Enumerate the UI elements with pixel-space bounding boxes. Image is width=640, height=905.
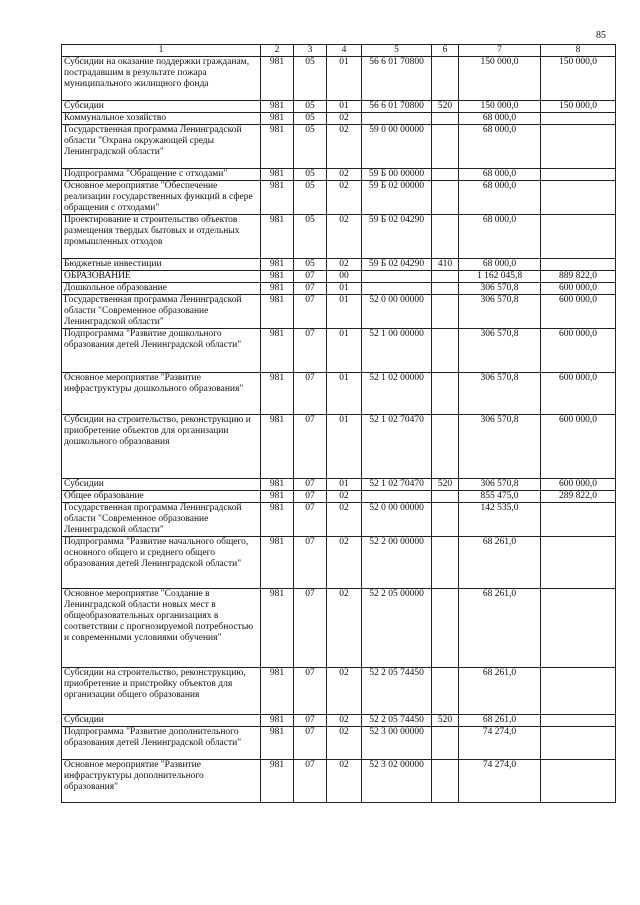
expense-type-cell: [432, 283, 459, 295]
row-name-cell: Государственная программа Ленинградской области "Охрана окружающей среды Ленинградской области": [62, 125, 261, 169]
section-code-cell: 07: [294, 295, 327, 329]
amount-2019-cell: 68 000,0: [459, 169, 541, 181]
section-code-cell: 05: [294, 215, 327, 259]
amount-2019-cell: 306 570,8: [459, 479, 541, 491]
kbk-code-cell: 981: [261, 259, 294, 271]
table-row: [62, 373, 616, 415]
amount-2019-cell: 306 570,8: [459, 415, 541, 479]
table-row: [62, 215, 616, 259]
subsection-code-cell: 01: [327, 373, 362, 415]
amount-2019-cell: 150 000,0: [459, 101, 541, 113]
row-name-cell: Субсидии на оказание поддержки гражданам, пострадавшим в результате пожара муниципального жилищного фонда: [62, 57, 261, 101]
target-code-cell: 52 0 00 00000: [362, 295, 432, 329]
row-name-cell: Основное мероприятие "Создание в Ленинградской области новых мест в общеобразовательных организациях в соответствии с прогнозируемой потребностью и современными условиями обучения": [62, 589, 261, 668]
target-code-cell: 52 2 05 74450: [362, 715, 432, 727]
header-cell: 4: [327, 45, 362, 57]
target-code-cell: 59 Б 00 00000: [362, 169, 432, 181]
kbk-code-cell: 981: [261, 125, 294, 169]
table-header-row: [62, 45, 616, 57]
table-row: [62, 589, 616, 668]
expense-type-cell: [432, 329, 459, 373]
section-code-cell: 05: [294, 113, 327, 125]
target-code-cell: 59 Б 02 04290: [362, 259, 432, 271]
kbk-code-cell: 981: [261, 668, 294, 715]
kbk-code-cell: 981: [261, 181, 294, 215]
subsection-code-cell: 01: [327, 101, 362, 113]
table-row: [62, 329, 616, 373]
target-code-cell: 52 1 00 00000: [362, 329, 432, 373]
amount-2020-cell: [541, 259, 616, 271]
expense-type-cell: [432, 169, 459, 181]
target-code-cell: 52 1 02 70470: [362, 479, 432, 491]
amount-2019-cell: 74 274,0: [459, 727, 541, 760]
row-name-cell: Коммунальное хозяйство: [62, 113, 261, 125]
table-row: [62, 125, 616, 169]
target-code-cell: 52 0 00 00000: [362, 503, 432, 537]
kbk-code-cell: 981: [261, 215, 294, 259]
page-number: 85: [596, 30, 606, 41]
amount-2019-cell: 142 535,0: [459, 503, 541, 537]
subsection-code-cell: 02: [327, 589, 362, 668]
amount-2020-cell: [541, 503, 616, 537]
amount-2020-cell: [541, 715, 616, 727]
section-code-cell: 07: [294, 537, 327, 589]
row-name-cell: Подпрограмма "Развитие начального общего, основного общего и среднего общего образования детей Ленинградской области": [62, 537, 261, 589]
kbk-code-cell: 981: [261, 727, 294, 760]
row-name-cell: Подпрограмма "Развитие дополнительного образования детей Ленинградской области": [62, 727, 261, 760]
subsection-code-cell: 02: [327, 715, 362, 727]
budget-table: [61, 44, 616, 803]
expense-type-cell: [432, 589, 459, 668]
amount-2020-cell: 600 000,0: [541, 329, 616, 373]
subsection-code-cell: 01: [327, 479, 362, 491]
amount-2020-cell: 600 000,0: [541, 415, 616, 479]
target-code-cell: [362, 283, 432, 295]
subsection-code-cell: 02: [327, 125, 362, 169]
table-row: [62, 283, 616, 295]
section-code-cell: 05: [294, 259, 327, 271]
amount-2019-cell: 1 162 045,8: [459, 271, 541, 283]
table-row: [62, 479, 616, 491]
section-code-cell: 05: [294, 169, 327, 181]
amount-2019-cell: 150 000,0: [459, 57, 541, 101]
amount-2019-cell: 68 261,0: [459, 537, 541, 589]
kbk-code-cell: 981: [261, 760, 294, 803]
section-code-cell: 07: [294, 589, 327, 668]
row-name-cell: Субсидии: [62, 479, 261, 491]
subsection-code-cell: 01: [327, 295, 362, 329]
section-code-cell: 05: [294, 181, 327, 215]
header-cell: 5: [362, 45, 432, 57]
row-name-cell: Дошкольное образование: [62, 283, 261, 295]
row-name-cell: Общее образование: [62, 491, 261, 503]
expense-type-cell: [432, 415, 459, 479]
expense-type-cell: [432, 760, 459, 803]
table-row: [62, 181, 616, 215]
target-code-cell: 52 1 02 70470: [362, 415, 432, 479]
amount-2020-cell: 600 000,0: [541, 295, 616, 329]
kbk-code-cell: 981: [261, 329, 294, 373]
amount-2019-cell: 855 475,0: [459, 491, 541, 503]
table-row: [62, 415, 616, 479]
kbk-code-cell: 981: [261, 283, 294, 295]
subsection-code-cell: 02: [327, 113, 362, 125]
subsection-code-cell: 00: [327, 271, 362, 283]
expense-type-cell: 520: [432, 101, 459, 113]
expense-type-cell: [432, 57, 459, 101]
subsection-code-cell: 01: [327, 415, 362, 479]
subsection-code-cell: 02: [327, 727, 362, 760]
row-name-cell: Государственная программа Ленинградской области "Современное образование Ленинградской области": [62, 503, 261, 537]
expense-type-cell: [432, 113, 459, 125]
target-code-cell: 52 3 00 00000: [362, 727, 432, 760]
target-code-cell: [362, 491, 432, 503]
amount-2019-cell: 306 570,8: [459, 283, 541, 295]
row-name-cell: Подпрограмма "Развитие дошкольного образования детей Ленинградской области": [62, 329, 261, 373]
subsection-code-cell: 02: [327, 259, 362, 271]
subsection-code-cell: 01: [327, 283, 362, 295]
subsection-code-cell: 01: [327, 57, 362, 101]
section-code-cell: 07: [294, 373, 327, 415]
row-name-cell: Субсидии: [62, 715, 261, 727]
target-code-cell: 52 1 02 00000: [362, 373, 432, 415]
target-code-cell: 59 0 00 00000: [362, 125, 432, 169]
header-cell: 8: [541, 45, 616, 57]
expense-type-cell: [432, 125, 459, 169]
target-code-cell: [362, 113, 432, 125]
expense-type-cell: [432, 537, 459, 589]
section-code-cell: 07: [294, 479, 327, 491]
amount-2020-cell: [541, 537, 616, 589]
subsection-code-cell: 02: [327, 537, 362, 589]
expense-type-cell: 520: [432, 715, 459, 727]
row-name-cell: Подпрограмма "Обращение с отходами": [62, 169, 261, 181]
amount-2020-cell: 600 000,0: [541, 283, 616, 295]
header-cell: 3: [294, 45, 327, 57]
target-code-cell: 52 2 00 00000: [362, 537, 432, 589]
subsection-code-cell: 01: [327, 329, 362, 373]
amount-2019-cell: 68 261,0: [459, 589, 541, 668]
header-cell: 1: [62, 45, 261, 57]
expense-type-cell: [432, 271, 459, 283]
section-code-cell: 07: [294, 727, 327, 760]
table-row: [62, 113, 616, 125]
kbk-code-cell: 981: [261, 715, 294, 727]
section-code-cell: 07: [294, 668, 327, 715]
section-code-cell: 05: [294, 101, 327, 113]
amount-2020-cell: [541, 668, 616, 715]
amount-2020-cell: [541, 215, 616, 259]
kbk-code-cell: 981: [261, 503, 294, 537]
subsection-code-cell: 02: [327, 181, 362, 215]
row-name-cell: Проектирование и строительство объектов размещения твердых бытовых и отдельных промышленных отходов: [62, 215, 261, 259]
expense-type-cell: [432, 181, 459, 215]
amount-2020-cell: 150 000,0: [541, 57, 616, 101]
expense-type-cell: [432, 668, 459, 715]
target-code-cell: 56 6 01 70800: [362, 101, 432, 113]
table-row: [62, 727, 616, 760]
table-row: [62, 503, 616, 537]
amount-2019-cell: 74 274,0: [459, 760, 541, 803]
kbk-code-cell: 981: [261, 373, 294, 415]
amount-2020-cell: [541, 113, 616, 125]
target-code-cell: [362, 271, 432, 283]
kbk-code-cell: 981: [261, 101, 294, 113]
expense-type-cell: 410: [432, 259, 459, 271]
row-name-cell: Государственная программа Ленинградской области "Современное образование Ленинградской области": [62, 295, 261, 329]
section-code-cell: 07: [294, 491, 327, 503]
amount-2019-cell: 68 000,0: [459, 259, 541, 271]
kbk-code-cell: 981: [261, 113, 294, 125]
amount-2019-cell: 68 000,0: [459, 125, 541, 169]
expense-type-cell: [432, 727, 459, 760]
expense-type-cell: [432, 215, 459, 259]
section-code-cell: 07: [294, 715, 327, 727]
amount-2020-cell: 289 822,0: [541, 491, 616, 503]
target-code-cell: 52 2 05 74450: [362, 668, 432, 715]
target-code-cell: 56 6 01 70800: [362, 57, 432, 101]
header-cell: 6: [432, 45, 459, 57]
row-name-cell: Основное мероприятие "Обеспечение реализации государственных функций в сфере обращения с отходами": [62, 181, 261, 215]
amount-2020-cell: [541, 727, 616, 760]
subsection-code-cell: 02: [327, 491, 362, 503]
subsection-code-cell: 02: [327, 760, 362, 803]
row-name-cell: Основное мероприятие "Развитие инфраструктуры дополнительного образования": [62, 760, 261, 803]
amount-2019-cell: 68 000,0: [459, 181, 541, 215]
section-code-cell: 07: [294, 283, 327, 295]
row-name-cell: Субсидии на строительство, реконструкцию, приобретение и пристройку объектов для организации общего образования: [62, 668, 261, 715]
table-row: [62, 715, 616, 727]
table-row: [62, 295, 616, 329]
kbk-code-cell: 981: [261, 271, 294, 283]
section-code-cell: 07: [294, 329, 327, 373]
kbk-code-cell: 981: [261, 415, 294, 479]
amount-2019-cell: 68 261,0: [459, 715, 541, 727]
target-code-cell: 59 Б 02 00000: [362, 181, 432, 215]
expense-type-cell: [432, 503, 459, 537]
amount-2019-cell: 68 261,0: [459, 668, 541, 715]
header-cell: 7: [459, 45, 541, 57]
amount-2020-cell: [541, 760, 616, 803]
subsection-code-cell: 02: [327, 668, 362, 715]
amount-2019-cell: 306 570,8: [459, 373, 541, 415]
section-code-cell: 05: [294, 125, 327, 169]
kbk-code-cell: 981: [261, 537, 294, 589]
expense-type-cell: [432, 491, 459, 503]
section-code-cell: 07: [294, 271, 327, 283]
expense-type-cell: 520: [432, 479, 459, 491]
table-row: [62, 259, 616, 271]
amount-2020-cell: [541, 181, 616, 215]
row-name-cell: Субсидии: [62, 101, 261, 113]
amount-2020-cell: 889 822,0: [541, 271, 616, 283]
kbk-code-cell: 981: [261, 479, 294, 491]
kbk-code-cell: 981: [261, 169, 294, 181]
amount-2020-cell: [541, 589, 616, 668]
kbk-code-cell: 981: [261, 295, 294, 329]
header-cell: 2: [261, 45, 294, 57]
row-name-cell: Бюджетные инвестиции: [62, 259, 261, 271]
row-name-cell: Основное мероприятие "Развитие инфраструктуры дошкольного образования": [62, 373, 261, 415]
row-name-cell: ОБРАЗОВАНИЕ: [62, 271, 261, 283]
table-row: [62, 271, 616, 283]
amount-2020-cell: 600 000,0: [541, 373, 616, 415]
expense-type-cell: [432, 295, 459, 329]
target-code-cell: 52 2 05 00000: [362, 589, 432, 668]
subsection-code-cell: 02: [327, 169, 362, 181]
section-code-cell: 05: [294, 57, 327, 101]
amount-2020-cell: 150 000,0: [541, 101, 616, 113]
subsection-code-cell: 02: [327, 215, 362, 259]
expense-type-cell: [432, 373, 459, 415]
kbk-code-cell: 981: [261, 589, 294, 668]
amount-2020-cell: [541, 125, 616, 169]
amount-2019-cell: 68 000,0: [459, 113, 541, 125]
table-row: [62, 57, 616, 101]
row-name-cell: Субсидии на строительство, реконструкцию и приобретение объектов для организации дошкольного образования: [62, 415, 261, 479]
amount-2020-cell: [541, 169, 616, 181]
amount-2019-cell: 68 000,0: [459, 215, 541, 259]
section-code-cell: 07: [294, 503, 327, 537]
table-row: [62, 491, 616, 503]
table-row: [62, 537, 616, 589]
kbk-code-cell: 981: [261, 491, 294, 503]
section-code-cell: 07: [294, 415, 327, 479]
amount-2019-cell: 306 570,8: [459, 329, 541, 373]
table-row: [62, 760, 616, 803]
amount-2020-cell: 600 000,0: [541, 479, 616, 491]
target-code-cell: 59 Б 02 04290: [362, 215, 432, 259]
target-code-cell: 52 3 02 00000: [362, 760, 432, 803]
table-row: [62, 169, 616, 181]
amount-2019-cell: 306 570,8: [459, 295, 541, 329]
kbk-code-cell: 981: [261, 57, 294, 101]
table-row: [62, 668, 616, 715]
table-row: [62, 101, 616, 113]
section-code-cell: 07: [294, 760, 327, 803]
subsection-code-cell: 02: [327, 503, 362, 537]
